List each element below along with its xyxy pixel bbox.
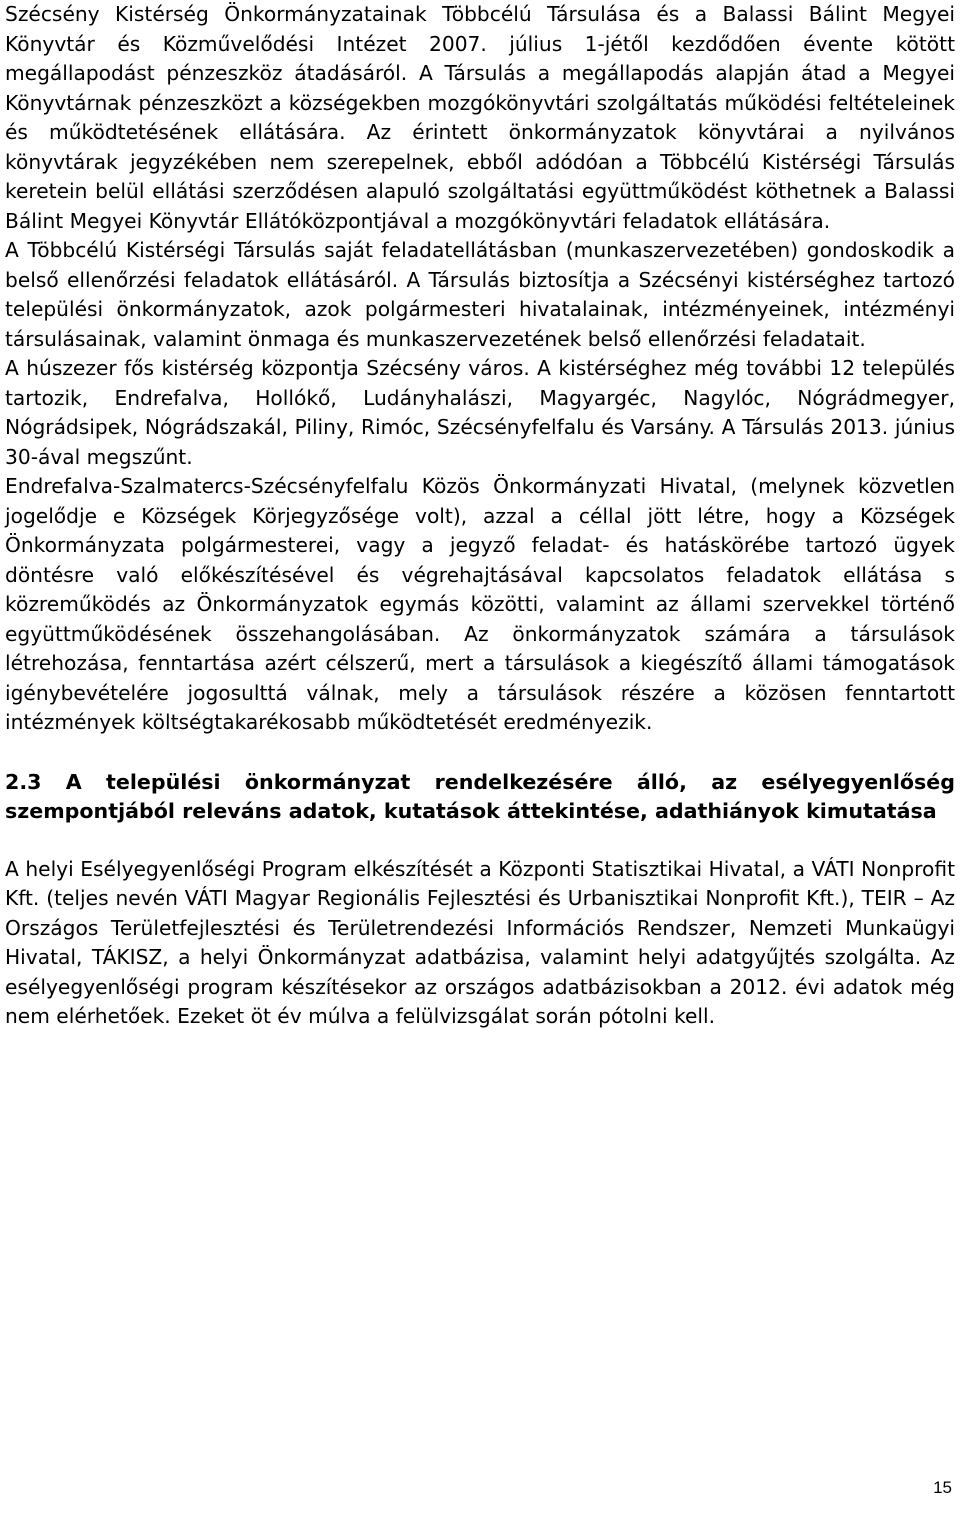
page-number: 15 xyxy=(933,1478,952,1497)
spacer xyxy=(5,827,955,855)
section-heading: 2.3 A települési önkormányzat rendelkezésére álló, az esélyegyenlőség szempontjából releváns adatok, kutatások áttekintése, adathiányok kimutatása xyxy=(5,769,955,823)
paragraph-library-agreement: Szécsény Kistérség Önkormányzatainak Többcélú Társulása és a Balassi Bálint Megyei Könyvtár és Közművelődési Intézet 2007. július 1-jétől kezdődően évente kötött megállapodást pénzeszköz átadásáról. A Társulás a megállapodás alapján átad a Megyei Könyvtárnak pénzeszközt a községekben mozgókönyvtári szolgáltatás működési feltételeinek és működtetésének ellátására. Az érintett önkormányzatok könyvtárai a nyilvános könyvtárak jegyzékében nem szerepelnek, ebből adódóan a Többcélú Kistérségi Társulás keretein belül ellátási szerződésen alapuló szolgáltatási együttműködést köthetnek a Balassi Bálint Megyei Könyvtár Ellátóközpontjával a mozgókönyvtári feladatok ellátására. xyxy=(5,2,955,233)
document-page xyxy=(5,0,955,1032)
paragraph-subregion-settlements: A húszezer fős kistérség központja Szécsény város. A kistérséghez még további 12 település tartozik, Endrefalva, Hollókő, Ludányhalászi, Magyargéc, Nagylóc, Nógrádmegyer, Nógrádsipek, Nógrádszakál, Piliny, Rimóc, Szécsényfelfalu és Varsány. A Társulás 2013. június 30-ával megszűnt. xyxy=(5,356,955,469)
paragraph-data-sources: A helyi Esélyegyenlőségi Program elkészítését a Központi Statisztikai Hivatal, a VÁTI Nonprofit Kft. (teljes nevén VÁTI Magyar Regionális Fejlesztési és Urbanisztikai Nonprofit Kft.), TEIR – Az Országos Területfejlesztési és Területrendezési Információs Rendszer, Nemzeti Munkaügyi Hivatal, TÁKISZ, a helyi Önkormányzat adatbázisa, valamint helyi adatgyűjtés szolgálta. Az esélyegyenlőségi program készítésekor az országos adatbázisokban a 2012. évi adatok még nem elérhetőek. Ezeket öt év múlva a felülvizsgálat során pótolni kell. xyxy=(5,856,955,1028)
paragraph-internal-audit: A Többcélú Kistérségi Társulás saját feladatellátásban (munkaszervezetében) gondoskodik a belső ellenőrzési feladatok ellátásáról. A Társulás biztosítja a Szécsényi kistérséghez tartozó települési önkormányzatok, azok polgármesteri hivatalainak, intézményeinek, intézményi társulásainak, valamint önmaga és munkaszervezetének belső ellenőrzési feladatait. xyxy=(5,238,955,351)
paragraph-joint-office: Endrefalva-Szalmatercs-Szécsényfelfalu Közös Önkormányzati Hivatal, (melynek közvetlen jogelődje e Községek Körjegyzősége volt), azzal a céllal jött létre, hogy a Községek Önkormányzata polgármesterei, vagy a jegyző feladat- és hatáskörébe tartozó ügyek döntésre való előkészítésével és végrehajtásával kapcsolatos feladatok ellátása s közreműködés az Önkormányzatok egymás közötti, valamint az állami szervekkel történő együttműködésének összehangolásában. Az önkormányzatok számára a társulások létrehozása, fenntartása azért célszerű, mert a társulások a kiegészítő állami támogatások igénybevételére jogosulttá válnak, mely a társulások részére a közösen fenntartott intézmények költségtakarékosabb működtetését eredményezik. xyxy=(5,474,955,734)
spacer xyxy=(5,738,955,768)
